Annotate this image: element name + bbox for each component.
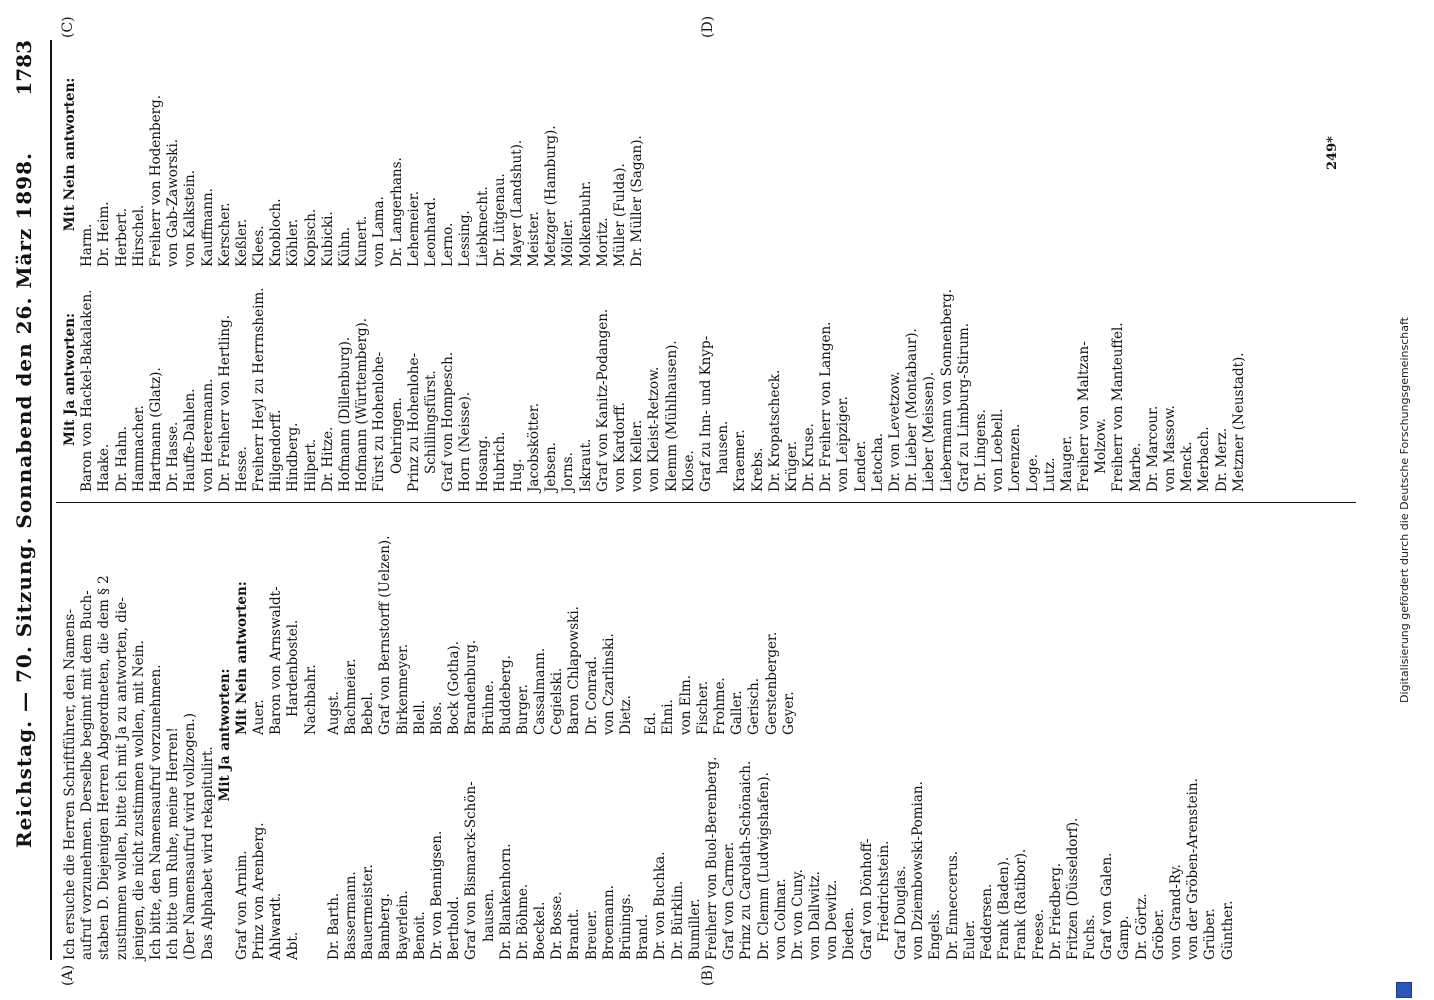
list-item: Dr. Lieber (Montabaur). xyxy=(904,328,921,492)
list-item: Mayer (Landshut). xyxy=(508,139,525,267)
list-item: Dr. Kruse. xyxy=(801,423,818,492)
right-ja-heading: Mit Ja antworten: xyxy=(62,313,78,447)
list-item: Benoit. xyxy=(411,911,428,960)
list-item: Liebermann von Sonnenberg. xyxy=(938,288,955,492)
list-item: Herbert. xyxy=(113,207,130,267)
list-item: Harm. xyxy=(79,223,96,267)
right-nein-list xyxy=(79,42,646,267)
list-item: Burger. xyxy=(514,684,531,735)
list-item: Hesse. xyxy=(233,446,250,492)
list-item: Jebsen. xyxy=(543,442,560,492)
list-item: hausen. xyxy=(480,888,497,942)
list-item: Freese. xyxy=(1030,908,1047,960)
list-item: Metzner (Neustadt). xyxy=(1230,352,1247,492)
list-item: von der Gröben-Arenstein. xyxy=(1185,778,1202,960)
list-item: von Heeremann. xyxy=(199,378,216,492)
list-item: Moritz. xyxy=(594,217,611,267)
list-item: Hosang. xyxy=(474,435,491,492)
list-item: Blos. xyxy=(428,701,445,735)
list-item: von Elm. xyxy=(677,674,694,735)
list-item: Hilgendorff. xyxy=(268,409,285,492)
list-item: Dr. von Levetzow. xyxy=(887,371,903,492)
list-item: Freiherr von Hodenberg. xyxy=(147,95,164,267)
list-item: Geyer. xyxy=(780,691,797,735)
list-item: Hubrich. xyxy=(491,431,508,492)
list-item: Marbe. xyxy=(1127,442,1144,492)
list-item: Dr. Merz. xyxy=(1213,427,1230,492)
list-item: Dr. Freiherr von Langen. xyxy=(818,321,835,492)
list-item: Freiherr Heyl zu Herrnsheim. xyxy=(251,287,268,492)
list-item: Bassermann. xyxy=(343,871,359,960)
margin-marker-d: (D) xyxy=(700,15,716,38)
list-item: Gamp. xyxy=(1116,915,1133,960)
right-ja-list xyxy=(79,267,1248,492)
list-item: Kubicki. xyxy=(319,211,336,267)
list-item: Kühn. xyxy=(337,226,353,267)
list-item: Hug. xyxy=(508,458,525,492)
list-item: Bumiller. xyxy=(686,898,703,960)
list-item: Dr. Conrad. xyxy=(583,656,600,735)
list-item: von Leipziger. xyxy=(835,396,852,492)
list-item: Graf von Bismarck-Schön- xyxy=(463,781,480,960)
list-item: Dr. Langerhans. xyxy=(388,157,405,267)
right-column xyxy=(62,42,1248,492)
list-item: Hofmann (Württemberg). xyxy=(354,317,371,492)
list-item: Lieber (Meissen). xyxy=(921,371,938,492)
left-ja-heading: Mit Ja antworten: xyxy=(216,668,233,802)
list-item: Graf von Dönhoff- xyxy=(858,838,875,960)
left-ja-list xyxy=(326,735,1237,960)
list-item: Merbach. xyxy=(1196,426,1213,492)
list-item: Feddersen. xyxy=(978,883,995,960)
list-item: von Dallwitz. xyxy=(807,871,824,960)
left-nein-heading: Mit Nein antworten: xyxy=(233,581,250,735)
list-item: Lessing. xyxy=(457,210,474,267)
list-item: Dr. Görtz. xyxy=(1133,893,1150,960)
list-item: Cegielski. xyxy=(549,667,566,735)
list-item: Berthold. xyxy=(446,896,463,960)
list-item: Frank (Baden). xyxy=(996,856,1013,960)
list-item: Dr. Enneccerus. xyxy=(944,850,961,960)
list-item: Dr. Hahn. xyxy=(113,426,130,492)
list-item: Hindberg. xyxy=(285,422,302,492)
margin-marker-a: (A) xyxy=(60,964,76,986)
list-item: Köhler. xyxy=(285,218,302,267)
list-item: Dieden. xyxy=(841,907,858,960)
list-item: Bock (Gotha). xyxy=(446,641,463,735)
list-item: Freiherr von Buol-Berenberg. xyxy=(703,756,720,960)
list-item: zustimmen wollen, bitte ich mit Ja zu antworten, die- xyxy=(113,597,130,960)
left-nein-first-list xyxy=(234,510,320,735)
list-item: Brandt. xyxy=(566,908,583,960)
list-item: Prinz von Arenberg. xyxy=(251,822,268,960)
list-item: Metzger (Hamburg). xyxy=(543,125,560,267)
list-item: Müller (Fulda). xyxy=(612,163,628,267)
list-item: Hirschel. xyxy=(130,204,147,267)
list-item: Loge. xyxy=(1024,453,1041,492)
list-item: Dr. Freiherr von Hertling. xyxy=(216,314,233,492)
list-item: Grüber. xyxy=(1202,908,1219,960)
list-item: Klemm (Mühlhausen). xyxy=(663,340,680,492)
list-item: Brand. xyxy=(635,913,652,960)
list-item: Günther. xyxy=(1219,900,1236,960)
list-item: Gerisch. xyxy=(746,677,763,735)
page-title: Reichstag. — 70. Sitzung. Sonnabend den 26. März 1898. xyxy=(12,152,36,848)
header-rule xyxy=(50,40,52,960)
list-item: Ich ersuche die Herren Schriftführer, den Namens- xyxy=(62,609,78,960)
list-item: Frohme. xyxy=(711,677,728,735)
list-item: Lender. xyxy=(852,440,869,492)
list-item: Dr. von Buchka. xyxy=(652,851,669,960)
list-item: Euler. xyxy=(961,919,978,960)
list-item: Liebknecht. xyxy=(474,186,491,267)
margin-marker-c: (C) xyxy=(60,16,76,38)
list-item: Graf Douglas. xyxy=(893,865,909,960)
list-item: Buddeberg. xyxy=(497,655,514,735)
list-item: Freiherr von Manteuffel. xyxy=(1110,322,1127,492)
list-item: Oehringen. xyxy=(388,397,405,474)
list-item: Fritzen (Düsseldorf). xyxy=(1064,817,1081,960)
list-item: Das Alphabet wird rekapitulirt. xyxy=(199,746,216,960)
list-item: Hartmann (Glatz). xyxy=(147,367,164,492)
list-item: Friedrichstein. xyxy=(875,840,892,942)
list-item: Dr. Bürklin. xyxy=(669,880,686,960)
list-item: jenigen, die nicht zustimmen wollen, mit Nein. xyxy=(130,640,147,960)
list-item: von Grand-Ry. xyxy=(1168,864,1184,960)
list-item: Ich bitte um Ruhe, meine Herren! xyxy=(165,727,182,960)
list-item: Ed. xyxy=(643,712,660,735)
list-item: Ehni. xyxy=(660,699,677,735)
list-item: Horn (Neisse). xyxy=(457,391,474,492)
list-item: Knobloch. xyxy=(268,198,285,267)
page-number: 1783 xyxy=(12,40,36,96)
list-item: Auer. xyxy=(251,699,268,735)
list-item: Gerstenberger. xyxy=(763,631,780,735)
list-item: Graf von Galen. xyxy=(1099,852,1116,960)
list-item: Dr. Hitze. xyxy=(319,426,336,492)
list-item: Fürst zu Hohenlohe- xyxy=(371,351,388,492)
list-item: Bauermeister. xyxy=(360,864,377,960)
dfg-logo xyxy=(1396,982,1412,998)
list-item: Iskraut. xyxy=(577,438,594,492)
list-item: Brünings. xyxy=(618,893,634,960)
list-item: von Loebell. xyxy=(990,408,1007,492)
list-item: Dr. Lingens. xyxy=(972,409,989,492)
list-item: Hammacher. xyxy=(130,405,147,492)
list-item: Birkenmeyer. xyxy=(394,643,411,735)
list-item: Krüger. xyxy=(783,440,800,492)
list-item: Dr. Marcour. xyxy=(1144,405,1161,492)
list-item: Freiherr von Maltzan- xyxy=(1076,341,1093,492)
column-rule xyxy=(56,502,1356,503)
right-nein-heading: Mit Nein antworten: xyxy=(62,77,78,232)
list-item: Kunert. xyxy=(354,215,371,267)
signature-mark: 249* xyxy=(1325,136,1340,170)
margin-marker-b: (B) xyxy=(700,964,716,986)
list-item: Schillingsfürst. xyxy=(422,370,439,474)
list-item: Dr. Kropatscheck. xyxy=(766,369,783,492)
list-item: Dr. Barth. xyxy=(325,892,342,960)
list-item: Dr. Friedberg. xyxy=(1047,862,1064,960)
list-item: Jorns. xyxy=(560,452,577,492)
list-item: von Lama. xyxy=(371,196,388,267)
list-item: Graf von Kanitz-Podangen. xyxy=(594,308,611,492)
list-item: von Kalkstein. xyxy=(182,169,199,267)
list-item: Dr. Lütgenau. xyxy=(491,173,508,267)
list-item: Dr. Bosse. xyxy=(549,891,566,960)
list-item: Galler. xyxy=(729,690,746,735)
list-item: Lerno. xyxy=(440,222,457,267)
page-header xyxy=(12,40,48,960)
list-item: Graf von Hompesch. xyxy=(440,351,457,492)
list-item: Bayerlein. xyxy=(394,890,411,960)
list-item: von Massow. xyxy=(1162,405,1178,492)
list-item: Kraemer. xyxy=(732,429,749,492)
list-item: Blell. xyxy=(411,699,428,735)
list-item: Cassalmann. xyxy=(532,647,549,735)
list-item: Baron von Arnswaldt- xyxy=(268,586,285,735)
list-item: Menck. xyxy=(1179,441,1196,492)
list-item: hausen. xyxy=(715,420,732,474)
list-item: Lutz. xyxy=(1041,457,1058,492)
list-item: Molzow. xyxy=(1093,418,1110,474)
list-item: Kerscher. xyxy=(216,202,233,267)
list-item: Fischer. xyxy=(694,680,711,735)
list-item: Boeckel. xyxy=(532,901,549,960)
list-item: Dr. Hasse. xyxy=(165,421,182,492)
list-item: Gröber. xyxy=(1150,908,1167,960)
list-item: Prinz zu Hohenlohe- xyxy=(405,352,422,492)
list-item: Krebs. xyxy=(749,447,766,492)
list-item: Klose. xyxy=(680,450,697,492)
list-item: Graf von Arnim. xyxy=(233,850,250,960)
list-item: Dietz. xyxy=(618,695,634,735)
list-item: Prinz zu Carolath-Schönaich. xyxy=(738,760,755,960)
list-item: Hardenbostel. xyxy=(285,619,302,717)
list-item: Jacobskötter. xyxy=(526,402,543,492)
list-item: Möller. xyxy=(560,219,577,267)
list-item: Fuchs. xyxy=(1082,914,1099,960)
list-item: von Kleist-Retzow. xyxy=(646,366,663,492)
list-item: von Kardorff. xyxy=(612,402,628,492)
list-item: Kopisch. xyxy=(302,208,319,267)
list-item: Dr. Müller (Sagan). xyxy=(629,135,646,267)
list-item: Graf zu Inn- und Knyp- xyxy=(697,335,714,492)
list-item: Kauffmann. xyxy=(199,188,216,267)
left-extra-list xyxy=(643,510,798,735)
list-item: Graf zu Limburg-Stirum. xyxy=(955,323,972,492)
list-item: Bebel. xyxy=(360,691,377,735)
list-item: von Czarlinski. xyxy=(600,633,617,735)
list-item: von Dewitz. xyxy=(824,879,841,960)
list-item: Dr. von Cuny. xyxy=(789,869,806,960)
list-item: (Der Namensaufruf wird vollzogen.) xyxy=(182,712,199,960)
list-item: von Keller. xyxy=(629,419,646,492)
list-item: Ich bitte, den Namensaufruf vorzunehmen. xyxy=(147,664,164,960)
list-item: Hilpert. xyxy=(302,438,319,492)
intro-paragraph xyxy=(62,510,217,960)
list-item: Frank (Ratibor). xyxy=(1013,848,1030,960)
list-item: Graf von Bernstorff (Uelzen). xyxy=(377,535,394,735)
list-item: von Dziembowski-Pomian. xyxy=(910,781,927,960)
list-item: Broemann. xyxy=(600,884,617,960)
list-item: Augst. xyxy=(325,691,342,735)
list-item: Engels. xyxy=(927,909,944,960)
left-ja-first-list xyxy=(234,735,320,960)
list-item: Baron Chlapowski. xyxy=(566,606,583,735)
left-column xyxy=(62,510,1237,960)
list-item: Leonhard. xyxy=(422,197,439,267)
list-item: Dr. Böhme. xyxy=(514,883,531,960)
list-item: Hauffe-Dahlen. xyxy=(182,388,199,492)
left-nein-list xyxy=(326,510,635,735)
list-item: Bamberg. xyxy=(377,893,394,960)
list-item: Meister. xyxy=(526,211,543,267)
list-item: Breuer. xyxy=(583,909,600,960)
list-item: Hofmann (Dillenburg). xyxy=(337,336,353,492)
list-item: Bachmeier. xyxy=(343,658,359,735)
list-item: Dr. Heim. xyxy=(96,201,113,267)
list-item: staben D. Diejenigen Herren Abgeordneten, die dem § 2 xyxy=(96,575,113,960)
list-item: Keßler. xyxy=(233,218,250,267)
list-item: von Gab-Zaworski. xyxy=(165,138,182,267)
list-item: aufruf vorzunehmen. Derselbe beginnt mit dem Buch- xyxy=(79,590,96,960)
list-item: Lehemeier. xyxy=(405,191,422,267)
list-item: Mauger. xyxy=(1058,435,1075,492)
list-item: Nachbahr. xyxy=(302,664,319,735)
list-item: Letocha. xyxy=(869,432,886,492)
list-item: Dr. Blankenhorn. xyxy=(497,843,514,960)
list-item: Lorenzen. xyxy=(1007,423,1024,492)
list-item: Molkenbuhr. xyxy=(577,180,594,267)
list-item: Graf von Carmer. xyxy=(721,841,738,960)
list-item: Brühne. xyxy=(480,680,497,735)
list-item: Abt. xyxy=(285,931,302,960)
list-item: von Colmar. xyxy=(772,878,789,960)
digitization-credit: Digitalisierung gefördert durch die Deutsche Forschungsgemeinschaft xyxy=(1398,317,1411,703)
list-item: Dr. Clemm (Ludwigshafen). xyxy=(755,772,772,960)
list-item: Brandenburg. xyxy=(463,639,480,735)
list-item: Klees. xyxy=(251,225,268,267)
list-item: Haake. xyxy=(96,443,113,492)
list-item: Dr. von Bennigsen. xyxy=(428,830,445,960)
list-item: Baron von Hackel-Bakalaken. xyxy=(79,289,96,492)
list-item: Ahlwardt. xyxy=(268,892,285,960)
